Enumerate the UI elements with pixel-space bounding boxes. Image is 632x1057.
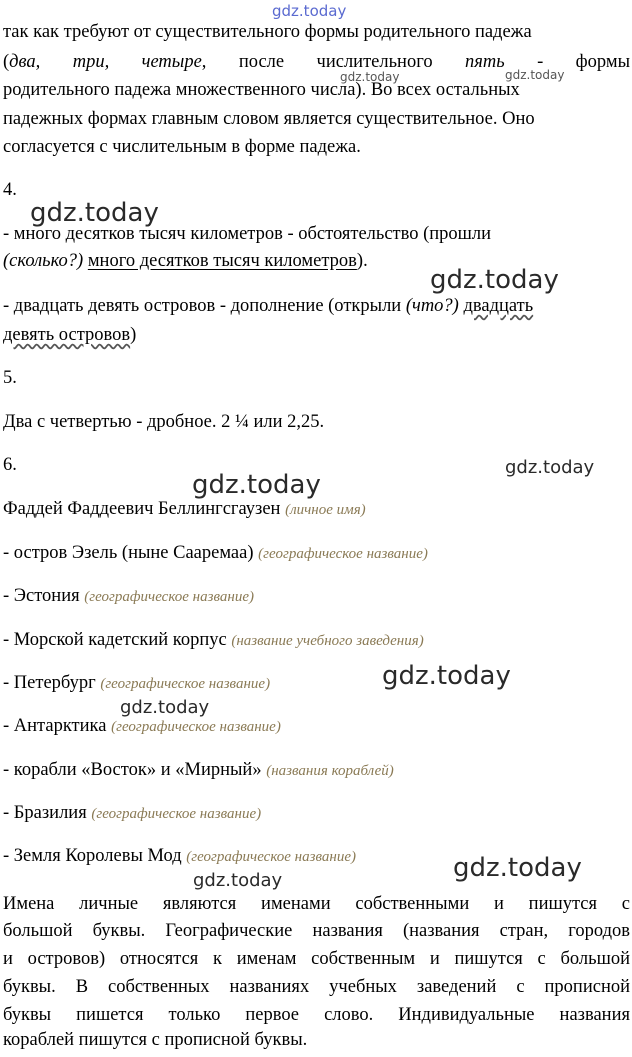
proper-name-item	[3, 803, 261, 824]
proper-name-item	[3, 846, 356, 867]
watermark-logo: gdz.today	[430, 265, 559, 295]
item-end: )	[130, 325, 137, 345]
item-note: (название учебного заведения)	[231, 633, 424, 649]
intro-line: родительного падежа множественного числа). Во всех остальных	[3, 80, 520, 100]
conclusion-line: буквы пишется только первое слово. Индивидуальные названия	[3, 1005, 630, 1025]
task4-item2-line1	[3, 296, 533, 317]
intro-line: согласуется с числительным в форме падежа.	[3, 137, 361, 157]
item-text: - Земля Королевы Мод	[3, 846, 182, 866]
intro-word: пять	[465, 52, 505, 72]
watermark-logo: gdz.today	[340, 70, 400, 84]
proper-name-item	[3, 760, 394, 781]
wavy-phrase: двадцать	[463, 296, 534, 316]
intro-line: так как требуют от существительного формы родительного падежа	[3, 22, 532, 42]
task5-text: Два с четвертью - дробное. 2 ¼ или 2,25.	[3, 412, 325, 432]
conclusion-line: кораблей пишутся с прописной буквы.	[3, 1030, 308, 1050]
intro-end: - формы	[504, 52, 631, 72]
watermark-logo: gdz.today	[192, 470, 321, 500]
watermark-logo: gdz.today	[30, 198, 159, 228]
watermark-logo: gdz.today	[505, 68, 565, 82]
item-note: (личное имя)	[285, 502, 366, 518]
task-number: 6.	[3, 455, 17, 475]
item-text: - Антарктика	[3, 716, 107, 736]
wavy-phrase: девять островов	[3, 325, 131, 345]
proper-name-item	[3, 630, 424, 651]
watermark-logo: gdz.today	[272, 2, 347, 20]
item-text: - Эстония	[3, 586, 80, 606]
watermark-logo: gdz.today	[193, 870, 283, 891]
item-note: (географическое название)	[84, 589, 254, 605]
item-end: ).	[356, 251, 368, 271]
task4-item1-line2	[3, 251, 368, 272]
task4-item2-line2	[3, 325, 136, 346]
underlined-phrase: много десятков тысяч километров	[87, 251, 357, 271]
proper-name-item	[3, 716, 281, 737]
task4-item1-line1: - много десятков тысяч километров - обстоятельство (прошли	[3, 224, 492, 244]
intro-line: падежных формах главным словом является существительное. Оно	[3, 109, 535, 129]
item-note: (географическое название)	[258, 546, 428, 562]
question: (сколько?)	[3, 251, 84, 271]
watermark-logo: gdz.today	[382, 661, 511, 691]
intro-examples: два, три, четыре	[9, 52, 202, 72]
watermark-logo: gdz.today	[505, 457, 595, 478]
item-text: - корабли «Восток» и «Мирный»	[3, 760, 262, 780]
proper-name-item	[3, 499, 366, 520]
item-text: - остров Эзель (ныне Сааремаа)	[3, 543, 254, 563]
intro-mid: , после числительного	[201, 52, 466, 72]
item-text: - Бразилия	[3, 803, 87, 823]
conclusion-line: и островов) относятся к именам собственным и пишутся с большой	[3, 949, 630, 969]
conclusion-line: большой буквы. Географические названия (названия стран, городов	[3, 921, 630, 941]
proper-name-item	[3, 673, 270, 694]
watermark-logo: gdz.today	[453, 853, 582, 883]
item-note: (названия кораблей)	[266, 763, 394, 779]
proper-name-item	[3, 543, 428, 564]
item-note: (географическое название)	[100, 676, 271, 692]
question: (что?)	[405, 296, 459, 316]
item-note: (географическое название)	[111, 719, 281, 735]
item-text: - двадцать девять островов - дополнение (открыли	[3, 296, 406, 316]
item-text: - Морской кадетский корпус	[3, 630, 227, 650]
conclusion-line: Имена личные являются именами собственными и пишутся с	[3, 894, 630, 914]
item-note: (географическое название)	[91, 806, 262, 822]
task-number: 4.	[3, 180, 17, 200]
item-text: Фаддей Фаддеевич Беллингсгаузен	[3, 499, 281, 519]
intro-line	[3, 49, 630, 76]
item-text: - Петербург	[3, 673, 96, 693]
proper-name-item	[3, 586, 254, 607]
task-number: 5.	[3, 368, 17, 388]
watermark-logo: gdz.today	[120, 697, 210, 718]
conclusion-line: буквы. В собственных названиях учебных заведений с прописной	[3, 977, 630, 997]
intro-open: (	[3, 52, 10, 72]
item-note: (географическое название)	[186, 849, 356, 865]
